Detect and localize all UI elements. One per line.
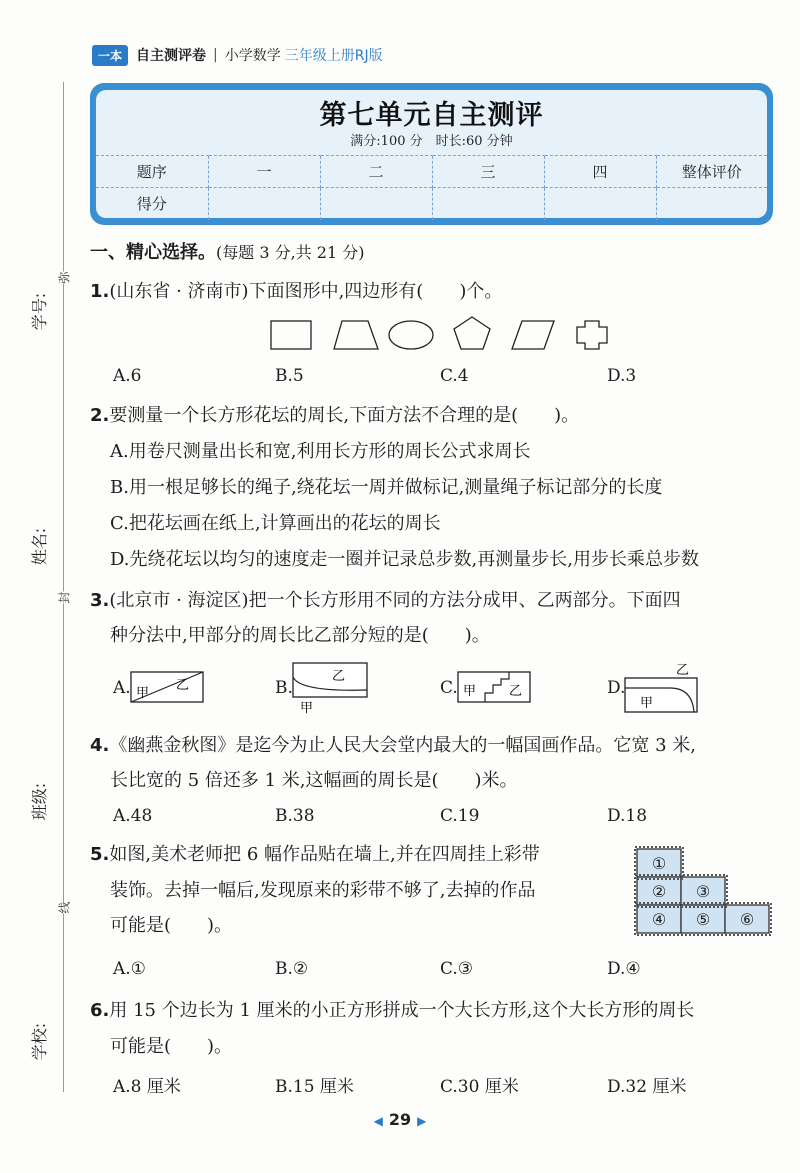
question-1: 1.(山东省 · 济南市)下面图形中,四边形有( )个。 [90, 281, 503, 302]
page-header [92, 44, 383, 66]
series-name: 自主测评卷 [136, 48, 207, 64]
question-5-line3: 可能是( )。 [110, 915, 233, 936]
brand-logo: 一本 [92, 45, 128, 66]
seal-mark-feng: 封 [52, 591, 77, 603]
score-cell: 得分 [96, 188, 208, 220]
q5-artwork-figure [633, 845, 779, 937]
section-heading: 一、精心选择。(每题 3 分,共 21 分) [90, 242, 365, 263]
question-6: 6.用 15 个边长为 1 厘米的小正方形拼成一个大长方形,这个大长方形的周长 [90, 1000, 695, 1021]
q6-option-c[interactable]: C.30 厘米 [440, 1077, 519, 1097]
tile-label-1: ① [651, 854, 667, 873]
q2-option-a[interactable]: A.用卷尺测量出长和宽,利用长方形的周长公式求周长 [110, 441, 531, 462]
q5-option-a[interactable]: A.① [113, 959, 146, 979]
q3-figure-b [290, 660, 370, 714]
cross-shape [577, 321, 607, 349]
school-label: 学校: [30, 1022, 50, 1061]
student-id-label: 学号: [30, 292, 50, 331]
q3-option-b[interactable]: B. [275, 678, 293, 698]
q4-option-c[interactable]: C.19 [440, 806, 480, 826]
question-4-line2: 长比宽的 5 倍还多 1 米,这幅画的周长是( )米。 [110, 770, 518, 791]
question-5-line2: 装饰。去掉一幅后,发现原来的彩带不够了,去掉的作品 [110, 880, 536, 901]
next-page-icon: ▶ [417, 1114, 427, 1128]
q3a-jia-label: 甲 [136, 686, 150, 701]
q1-option-a[interactable]: A.6 [113, 366, 142, 386]
q4-option-d[interactable]: D.18 [607, 806, 648, 826]
q6-option-d[interactable]: D.32 厘米 [607, 1077, 687, 1097]
score-input-cell[interactable] [544, 188, 656, 220]
question-3-line2: 种分法中,甲部分的周长比乙部分短的是( )。 [110, 625, 490, 646]
question-2: 2.要测量一个长方形花坛的周长,下面方法不合理的是( )。 [90, 405, 580, 426]
score-cell: 四 [544, 156, 656, 188]
q3-figure-d [622, 660, 700, 716]
q2-option-c[interactable]: C.把花坛画在纸上,计算画出的花坛的周长 [110, 513, 441, 534]
score-cell: 题序 [96, 156, 208, 188]
pentagon-shape [454, 317, 490, 349]
q6-option-b[interactable]: B.15 厘米 [275, 1077, 354, 1097]
subject-name: 小学数学 [224, 48, 281, 64]
binding-line [63, 82, 64, 1092]
q3-figure-c [457, 669, 533, 705]
question-5: 5.如图,美术老师把 6 幅作品贴在墙上,并在四周挂上彩带 [90, 844, 540, 865]
q1-option-d[interactable]: D.3 [607, 366, 637, 386]
score-table [96, 155, 767, 220]
grade-name: 三年级上册RJ版 [284, 48, 383, 64]
parallelogram-shape [512, 321, 554, 349]
q3c-jia-label: 甲 [463, 684, 477, 699]
score-cell: 一 [208, 156, 320, 188]
q2-option-b[interactable]: B.用一根足够长的绳子,绕花坛一周并做标记,测量绳子标记部分的长度 [110, 477, 663, 498]
score-table-header-row [96, 156, 767, 188]
q3d-yi-label: 乙 [676, 663, 690, 678]
question-4: 4.《幽燕金秋图》是迄今为止人民大会堂内最大的一幅国画作品。它宽 3 米, [90, 735, 696, 756]
question-3: 3.(北京市 · 海淀区)把一个长方形用不同的方法分成甲、乙两部分。下面四 [90, 590, 681, 611]
q1-shapes-figure [266, 313, 616, 357]
q6-option-a[interactable]: A.8 厘米 [113, 1077, 181, 1097]
page-footer [0, 1110, 800, 1129]
q3b-jia-label: 甲 [300, 701, 314, 714]
tile-label-6: ⑥ [739, 910, 755, 929]
header-separator: | [213, 47, 218, 63]
q5-option-d[interactable]: D.④ [607, 959, 641, 979]
tile-label-4: ④ [651, 910, 667, 929]
q3d-jia-label: 甲 [640, 696, 654, 711]
q2-option-d[interactable]: D.先绕花坛以均匀的速度走一圈并记录总步数,再测量步长,用步长乘总步数 [110, 549, 699, 570]
class-label: 班级: [30, 782, 50, 821]
seal-mark-mi: 弥 [52, 271, 77, 283]
prev-page-icon: ◀ [373, 1114, 383, 1128]
rectangle-shape [271, 321, 311, 349]
score-input-cell[interactable] [320, 188, 432, 220]
q5-option-c[interactable]: C.③ [440, 959, 474, 979]
exam-info: 满分:100 分 时长:60 分钟 [350, 134, 513, 149]
question-6-line2: 可能是( )。 [110, 1036, 233, 1057]
score-cell: 二 [320, 156, 432, 188]
q4-option-a[interactable]: A.48 [113, 806, 153, 826]
score-cell: 三 [432, 156, 544, 188]
score-input-cell[interactable] [208, 188, 320, 220]
name-label: 姓名: [30, 527, 50, 566]
q1-option-b[interactable]: B.5 [275, 366, 304, 386]
score-input-cell[interactable] [432, 188, 544, 220]
q1-option-c[interactable]: C.4 [440, 366, 469, 386]
score-cell: 整体评价 [656, 156, 767, 188]
seal-mark-xian: 线 [52, 901, 77, 913]
score-table-score-row [96, 188, 767, 220]
tile-label-3: ③ [695, 882, 711, 901]
tile-label-2: ② [651, 882, 667, 901]
q3-option-d[interactable]: D. [607, 678, 626, 698]
q5-option-b[interactable]: B.② [275, 959, 309, 979]
ellipse-shape [389, 321, 433, 349]
q3-option-a[interactable]: A. [113, 678, 131, 698]
q4-option-b[interactable]: B.38 [275, 806, 315, 826]
q3c-yi-label: 乙 [509, 684, 523, 699]
q3-figure-a [130, 669, 206, 705]
q3-option-c[interactable]: C. [440, 678, 458, 698]
q3b-yi-label: 乙 [332, 669, 346, 684]
unit-title: 第七单元自主测评 [319, 100, 544, 131]
tile-label-5: ⑤ [695, 910, 711, 929]
q3a-yi-label: 乙 [176, 678, 190, 693]
score-input-cell[interactable] [656, 188, 767, 220]
trapezoid-shape [334, 321, 378, 349]
page-number: 29 [388, 1110, 412, 1129]
